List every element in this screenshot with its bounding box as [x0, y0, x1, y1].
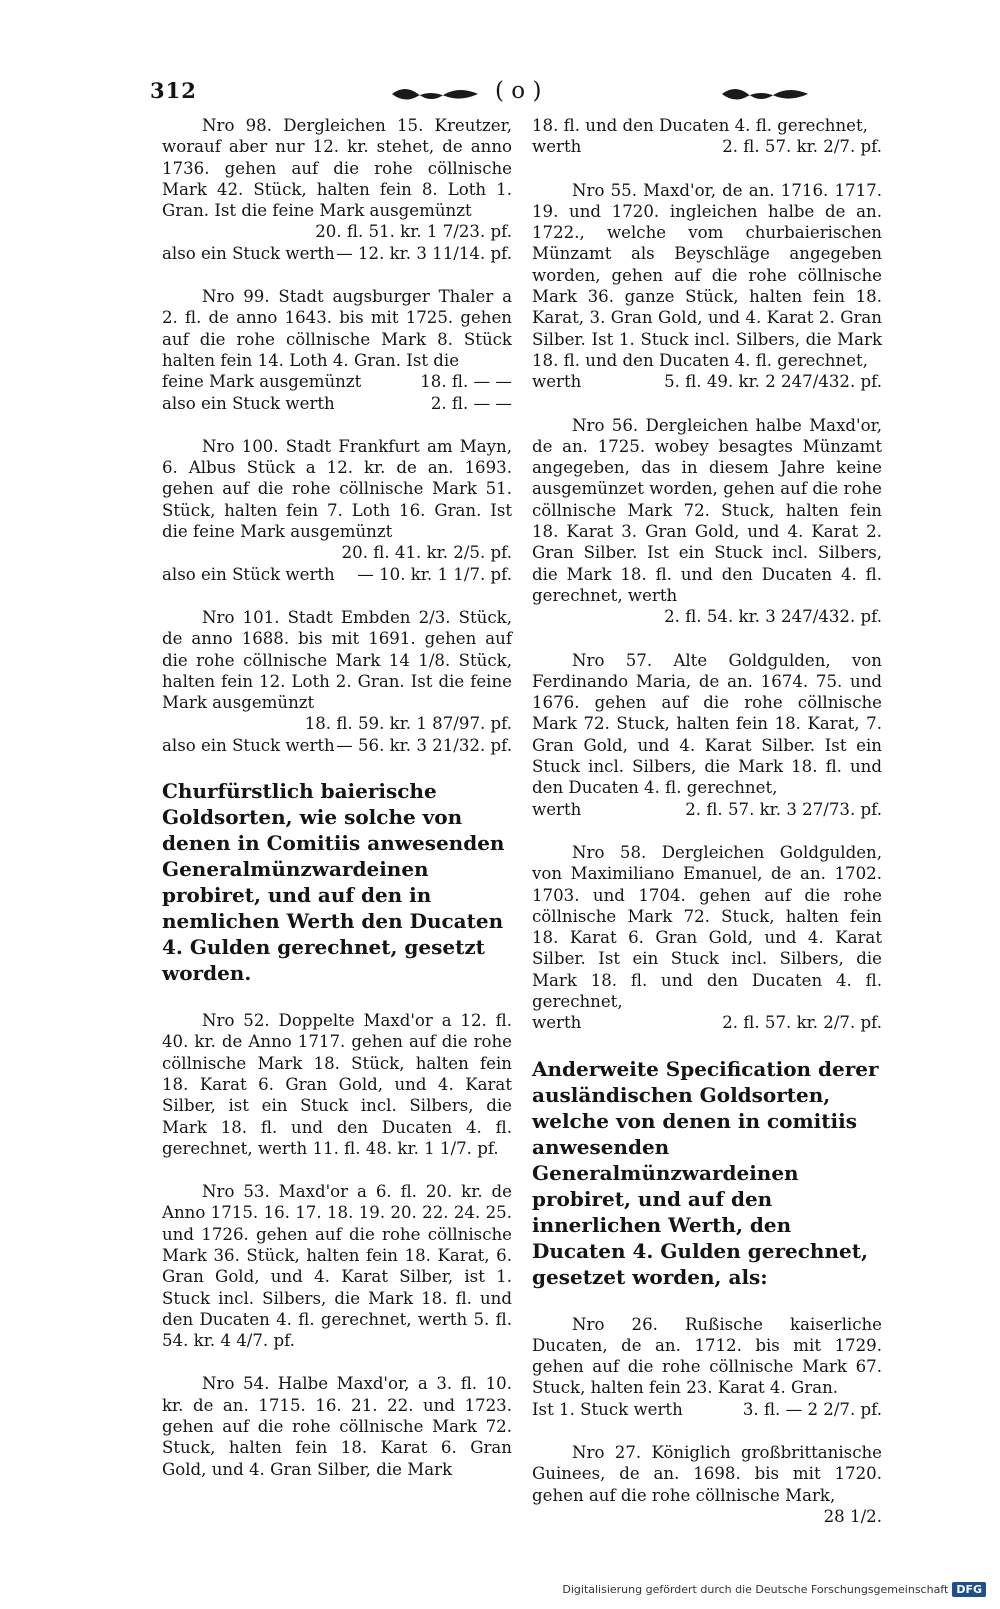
- ornament-right-icon: [720, 84, 810, 104]
- entry-nro-56: [532, 415, 882, 628]
- entry-text: Nro 27. Königlich großbrittanische Guinees, de an. 1698. bis mit 1720. gehen auf die rohe cöllnische Mark,: [532, 1443, 882, 1505]
- entry-nro-57: [532, 650, 882, 820]
- entry-result: [532, 1012, 882, 1033]
- ornament-left-icon: [390, 84, 480, 104]
- entry-prefix: also ein Stück werth: [162, 564, 335, 584]
- entry-text: Nro 101. Stadt Embden 2/3. Stück, de anno 1688. bis mit 1691. gehen auf die rohe cöllnische Mark 14 1/8. Stück, halten fein 12. Loth 2. Gran. Ist die feine Mark ausgemünzt: [162, 607, 512, 713]
- entry-result: [162, 371, 512, 392]
- entry-value: — 56. kr. 3 21/32. pf.: [336, 735, 512, 755]
- left-column: [162, 115, 512, 1502]
- entry-prefix: werth: [532, 1013, 582, 1033]
- page-header: [150, 78, 710, 114]
- entry-nro-55: [532, 180, 882, 393]
- entry-prefix: werth: [532, 372, 582, 392]
- entry-text: Nro 99. Stadt augsburger Thaler a 2. fl. de anno 1643. bis mit 1725. gehen auf die rohe cöllnische Mark 8. Stück halten fein 14. Loth 4. Gran. Ist die: [162, 287, 512, 370]
- entry-text: Nro 98. Dergleichen 15. Kreutzer, worauf aber nur 12. kr. stehet, de anno 1736. gehen auf die rohe cöllnische Mark 42. Stück, halten fein 8. Loth 1. Gran. Ist die feine Mark ausgemünzt: [162, 116, 512, 221]
- entry-prefix: also ein Stuck werth: [162, 243, 335, 263]
- entry-nro-99: [162, 286, 512, 414]
- footer-credit: [562, 1582, 986, 1597]
- entry-text: Nro 55. Maxd'or, de an. 1716. 1717. 19. und 1720. ingleichen halbe de an. 1722., welche vom churbaierischen Münzamt als Beyschläge angegeben worden, gehen auf die rohe cöllnische Mark 36. ganze Stück, halten fein 18. Karat, 3. Gran Gold, und 4. Karat 2. Gran Silber. Ist 1. Stuck incl. Silbers, die Mark 18. fl. und den Ducaten 4. fl. gerechnet,: [532, 180, 882, 370]
- entry-result: [532, 371, 882, 392]
- entry-result: [162, 564, 512, 585]
- heading-text: Anderweite Specification derer ausländischen Goldsorten, welche von denen in comitiis anwesenden Generalmünzwardeinen probiret, und auf den innerlichen Werth, den Ducaten 4. Gulden gerechnet, gesetzet worden, als:: [532, 1056, 879, 1289]
- entry-nro-53: [162, 1181, 512, 1351]
- footer-text: Digitalisierung gefördert durch die Deutsche Forschungsgemeinschaft: [562, 1583, 949, 1596]
- entry-nro-100: [162, 436, 512, 585]
- entry-continuation: [532, 115, 882, 158]
- signature-mark: ( o ): [495, 78, 542, 104]
- entry-nro-26: [532, 1314, 882, 1420]
- entry-text: Nro 26. Rußische kaiserliche Ducaten, de an. 1712. bis mit 1729. gehen auf die rohe cöllnische Mark 67. Stuck, halten fein 23. Karat 4. Gran.: [532, 1314, 882, 1398]
- entry-text: 18. fl. und den Ducaten 4. fl. gerechnet,: [532, 116, 868, 135]
- entry-prefix: also ein Stuck werth: [162, 393, 335, 413]
- entry-text: Nro 58. Dergleichen Goldgulden, von Maximiliano Emanuel, de an. 1702. 1703. und 1704. gehen auf die rohe cöllnische Mark 72. Stuck, halten fein 18. Karat 6. Gran Gold, und 4. Karat Silber. Ist ein Stuck incl. Silbers, die Mark 18. fl. und den Ducaten 4. fl. gerechnet,: [532, 842, 882, 1011]
- entry-nro-98: [162, 115, 512, 264]
- entry-result: [162, 735, 512, 756]
- entry-prefix: werth: [532, 137, 582, 157]
- dfg-logo: DFG: [952, 1582, 986, 1597]
- entry-value: 3. fl. — 2 2/7. pf.: [742, 1399, 882, 1419]
- entry-value: 5. fl. 49. kr. 2 247/432. pf.: [664, 372, 882, 392]
- entry-prefix: werth: [532, 799, 582, 819]
- entry-nro-52: [162, 1010, 512, 1159]
- section-heading-auslaendische: [532, 1056, 882, 1290]
- entry-text: Nro 100. Stadt Frankfurt am Mayn, 6. Albus Stück a 12. kr. de an. 1693. gehen auf die rohe cöllnische Mark 51. Stück, halten fein 7. Loth 16. Gran. Ist die feine Mark ausgemünzt: [162, 436, 512, 542]
- entry-prefix: feine Mark ausgemünzt: [162, 372, 362, 392]
- entry-value: 20. fl. 41. kr. 2/5. pf.: [341, 543, 512, 563]
- entry-value: 20. fl. 51. kr. 1 7/23. pf.: [315, 222, 512, 242]
- entry-text: Nro 57. Alte Goldgulden, von Ferdinando Maria, de an. 1674. 75. und 1676. gehen auf die rohe cöllnische Mark 72. Stuck, halten fein 18. Karat, 7. Gran Gold, und 4. Karat Silber. Ist ein Stuck incl. Silbers, die Mark 18. fl. und den Ducaten 4. fl. gerechnet,: [532, 650, 882, 798]
- heading-text: Churfürstlich baierische Goldsorten, wie solche von denen in Comitiis anwesenden Generalmünzwardeinen probiret, und auf den in nemlichen Werth den Ducaten 4. Gulden gerechnet, gesetzt worden.: [162, 779, 505, 986]
- entry-prefix: also ein Stuck werth: [162, 735, 335, 755]
- catchword: 28 1/2.: [823, 1506, 882, 1526]
- entry-nro-101: [162, 607, 512, 756]
- entry-value: 18. fl. 59. kr. 1 87/97. pf.: [304, 714, 512, 734]
- section-heading-churbaierische: [162, 778, 512, 986]
- page-number: 312: [150, 78, 197, 103]
- entry-value: 2. fl. 54. kr. 3 247/432. pf.: [664, 607, 882, 627]
- entry-value: 2. fl. — —: [430, 393, 512, 413]
- entry-value: 2. fl. 57. kr. 3 27/73. pf.: [685, 799, 882, 819]
- entry-text: Nro 56. Dergleichen halbe Maxd'or, de an. 1725. wobey besagtes Münzamt angegeben, das in diesem Jahre keine ausgemünzet worden, gehen auf die rohe cöllnische Mark 72. Stuck, halten fein 18. Karat 3. Gran Gold, und 4. Karat 2. Gran Silber. Ist ein Stuck incl. Silbers, die Mark 18. fl. und den Ducaten 4. fl. gerechnet, werth: [532, 415, 882, 605]
- right-column: [532, 115, 882, 1527]
- entry-value: — 12. kr. 3 11/14. pf.: [336, 243, 512, 263]
- entry-result: [532, 136, 882, 157]
- entry-nro-27: [532, 1442, 882, 1506]
- entry-text: Nro 52. Doppelte Maxd'or a 12. fl. 40. kr. de Anno 1717. gehen auf die rohe cöllnische Mark 18. Stück, halten fein 18. Karat 6. Gran Gold, und 4. Karat Silber, ist ein Stuck incl. Silbers, die Mark 18. fl. und den Ducaten 4. fl. gerechnet, werth 11. fl. 48. kr. 1 1/7. pf.: [162, 1011, 512, 1158]
- entry-value: 2. fl. 57. kr. 2/7. pf.: [722, 137, 882, 157]
- entry-prefix: Ist 1. Stuck werth: [532, 1399, 683, 1419]
- entry-value: — 10. kr. 1 1/7. pf.: [357, 564, 512, 584]
- entry-result: [532, 799, 882, 820]
- entry-nro-54: [162, 1373, 512, 1479]
- entry-nro-58: [532, 842, 882, 1034]
- entry-text: Nro 54. Halbe Maxd'or, a 3. fl. 10. kr. de an. 1715. 16. 21. 22. und 1723. gehen auf die rohe cöllnische Mark 72. Stuck, halten fein 18. Karat 6. Gran Gold, und 4. Gran Silber, die Mark: [162, 1374, 512, 1479]
- entry-result: [532, 1399, 882, 1420]
- entry-text: Nro 53. Maxd'or a 6. fl. 20. kr. de Anno 1715. 16. 17. 18. 19. 20. 22. 24. 25. und 1726. gehen auf die rohe cöllnische Mark 36. Stück, halten fein 18. Karat, 6. Gran Gold, und 4. Karat Silber, ist 1. Stuck incl. Silbers, die Mark 18. fl. und den Ducaten 4. fl. gerechnet, werth 5. fl. 54. kr. 4 4/7. pf.: [162, 1182, 512, 1351]
- entry-result: [162, 243, 512, 264]
- entry-result: [162, 393, 512, 414]
- entry-value: 18. fl. — —: [420, 372, 512, 392]
- entry-value: 2. fl. 57. kr. 2/7. pf.: [722, 1013, 882, 1033]
